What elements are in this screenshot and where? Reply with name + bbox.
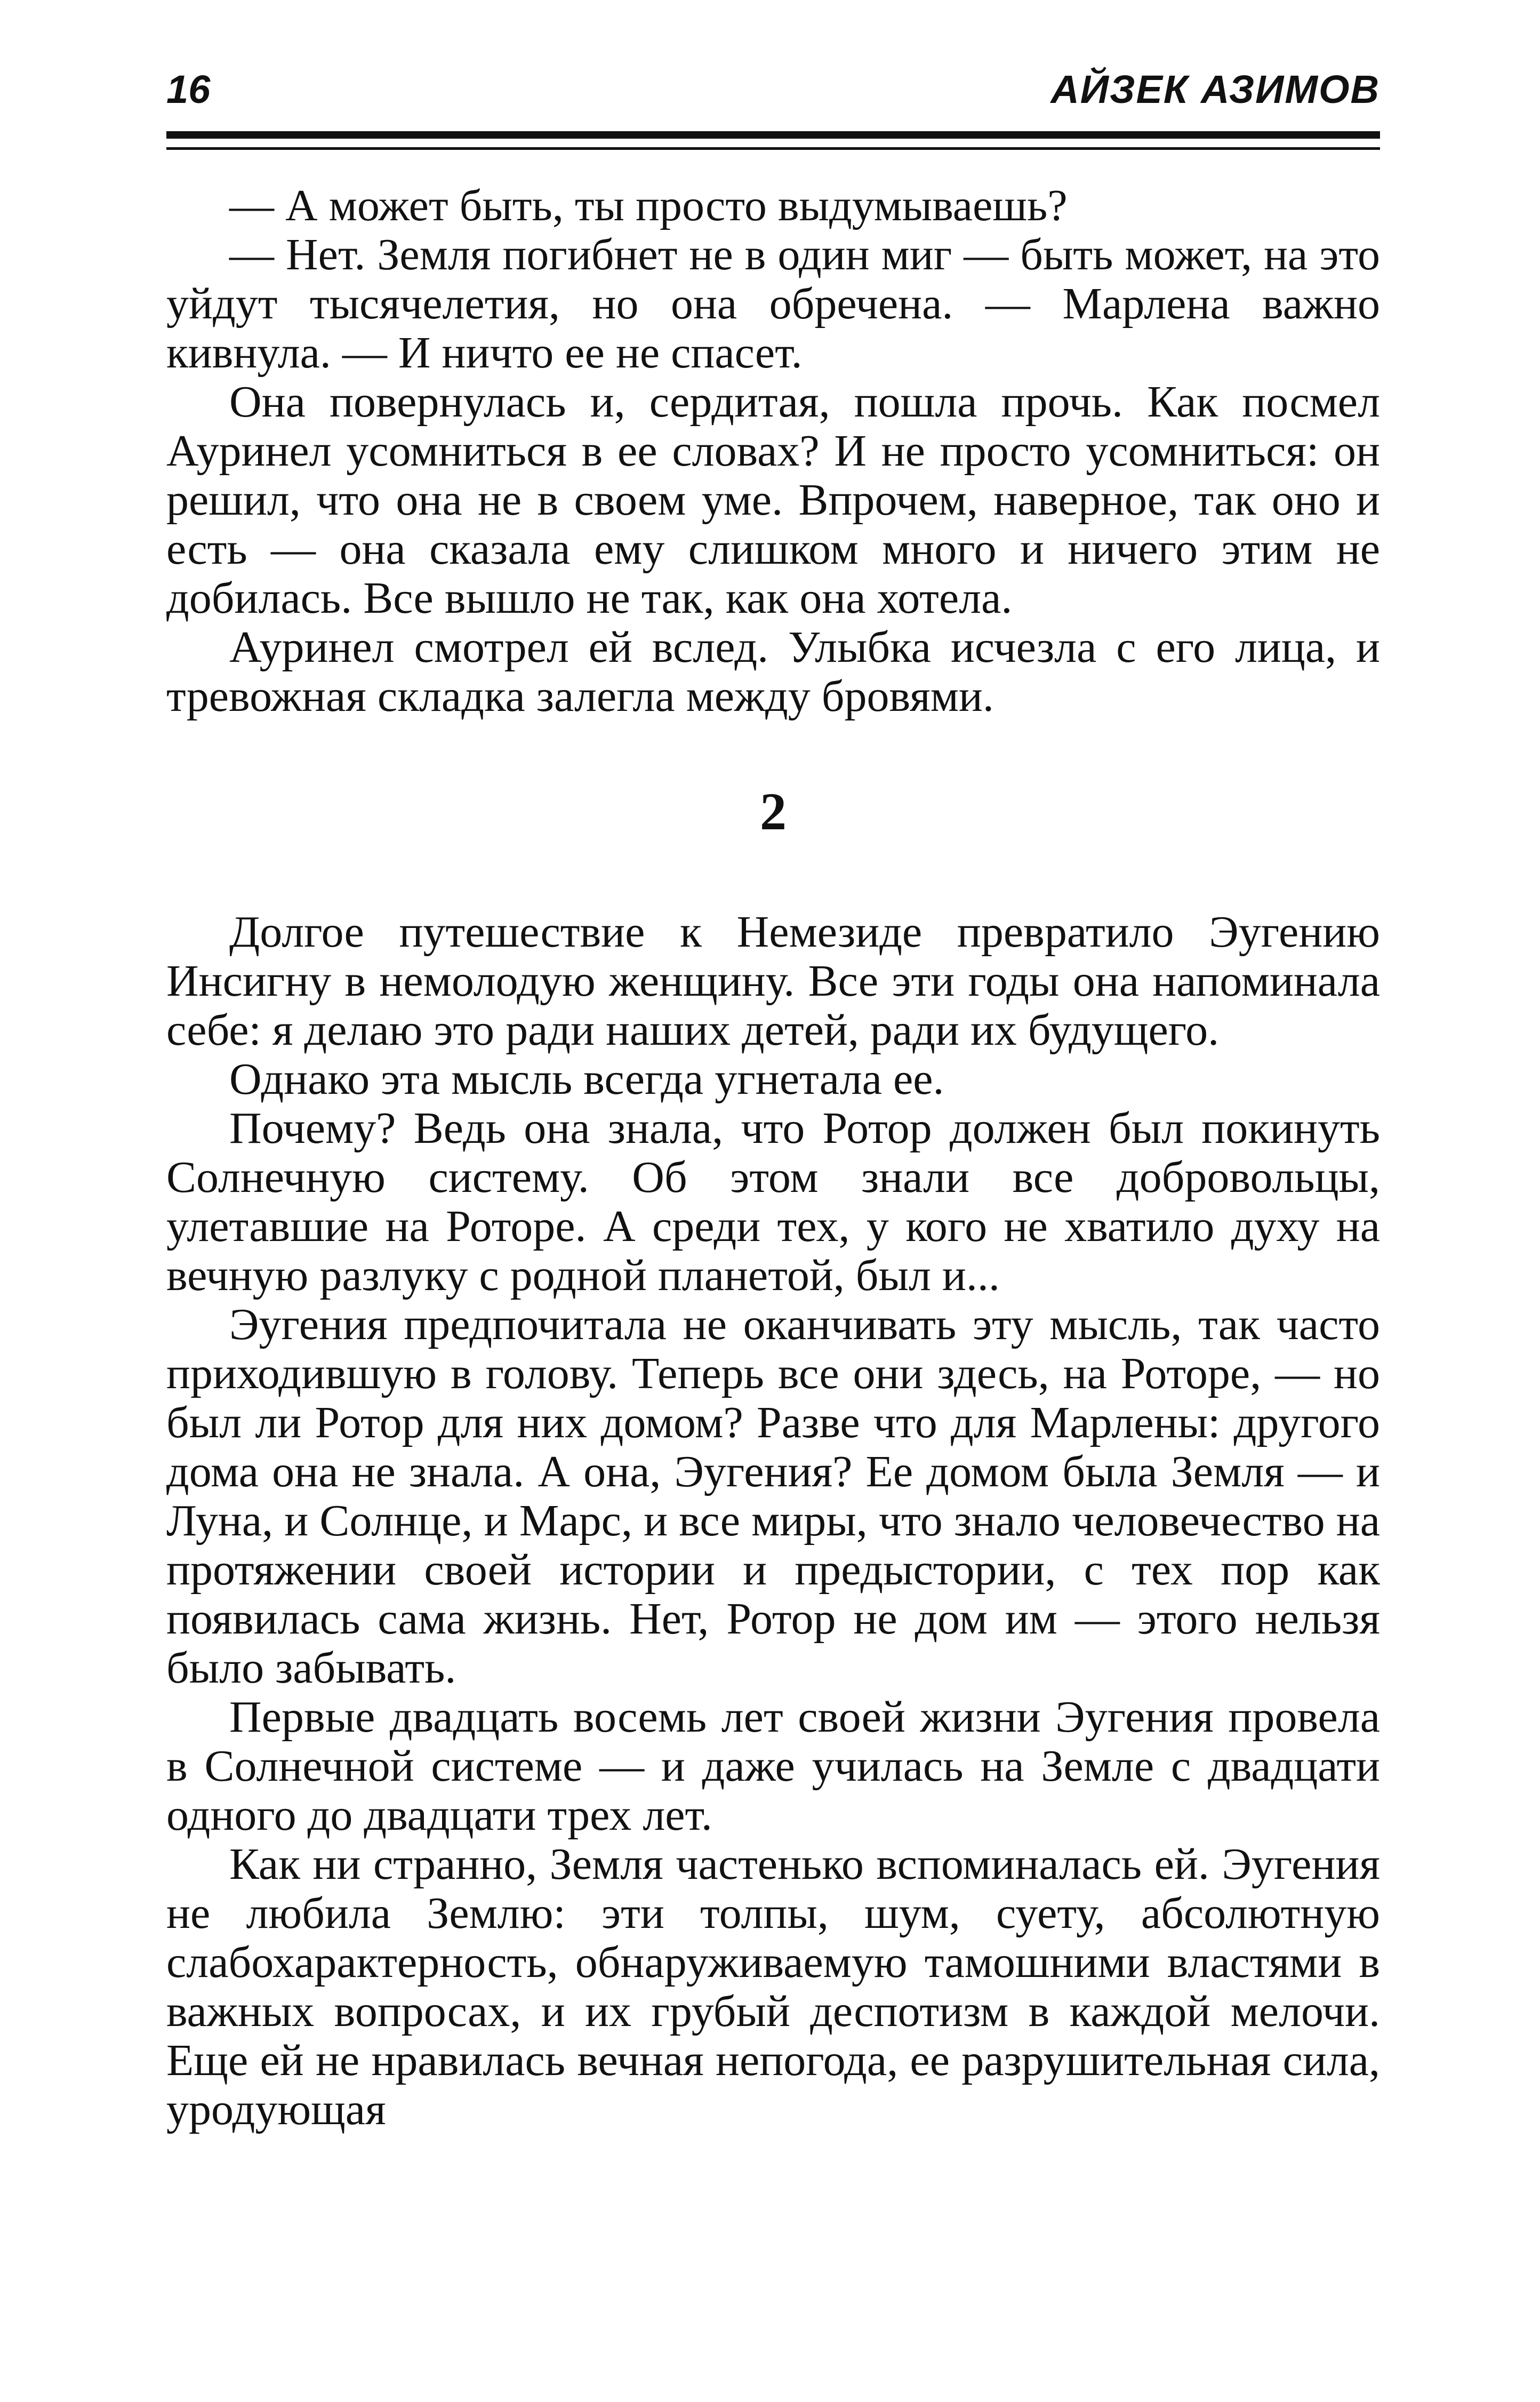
chapter-number: 2: [760, 782, 787, 841]
paragraph: Ауринел смотрел ей вслед. Улыбка исчезла с его лица, и тревожная складка залегла между бровями.: [166, 622, 1380, 721]
page-number: 16: [166, 67, 211, 111]
header-rule-thick: [166, 131, 1380, 139]
paragraph: — А может быть, ты просто выдумываешь?: [229, 181, 1068, 230]
paragraph: — Нет. Земля погибнет не в один миг — быть может, на это уйдут тысячелетия, но она обречена. — Марлена важно кивнула. — И ничто ее не спасет.: [166, 230, 1380, 378]
paragraph: Почему? Ведь она знала, что Ротор должен был покинуть Солнечную систему. Об этом знали все добровольцы, улетавшие на Роторе. А среди тех, у кого не хватило духу на вечную разлуку с родной планетой, был и...: [166, 1103, 1380, 1300]
paragraph: Она повернулась и, сердитая, пошла прочь. Как посмел Ауринел усомниться в ее словах? И не просто усомниться: он решил, что она не в своем уме. Впрочем, наверное, так оно и есть — она сказала ему слишком много и ничего этим не добилась. Все вышло не так, как она хотела.: [166, 377, 1380, 623]
paragraph: Однако эта мысль всегда угнетала ее.: [229, 1054, 944, 1104]
paragraph: Эугения предпочитала не оканчивать эту мысль, так часто приходившую в голову. Теперь все они здесь, на Роторе, — но был ли Ротор для них домом? Разве что для Марлены: другого дома она не знала. А она, Эугения? Ее домом была Земля — и Луна, и Солнце, и Марс, и все миры, что знало человечество на протяжении своей истории и предыстории, с тех пор как появилась сама жизнь. Нет, Ротор не дом им — этого нельзя было забывать.: [166, 1300, 1380, 1693]
author-name: АЙЗЕК АЗИМОВ: [1050, 67, 1380, 111]
running-head: [166, 63, 1380, 116]
paragraph: Долгое путешествие к Немезиде превратило Эугению Инсигну в немолодую женщину. Все эти годы она напоминала себе: я делаю это ради наших детей, ради их будущего.: [166, 907, 1380, 1055]
header-rule-thin: [166, 147, 1380, 150]
body-text: [166, 181, 1380, 2134]
paragraph: Первые двадцать восемь лет своей жизни Эугения провела в Солнечной системе — и даже училась на Земле с двадцати одного до двадцати трех лет.: [166, 1692, 1380, 1840]
paragraph: Как ни странно, Земля частенько вспоминалась ей. Эугения не любила Землю: эти толпы, шум, суету, абсолютную слабохарактерность, обнаруживаемую тамошними властями в важных вопросах, и их грубый деспотизм в каждой мелочи. Еще ей не нравилась вечная непогода, ее разрушительная сила, уродующая: [166, 1839, 1380, 2134]
